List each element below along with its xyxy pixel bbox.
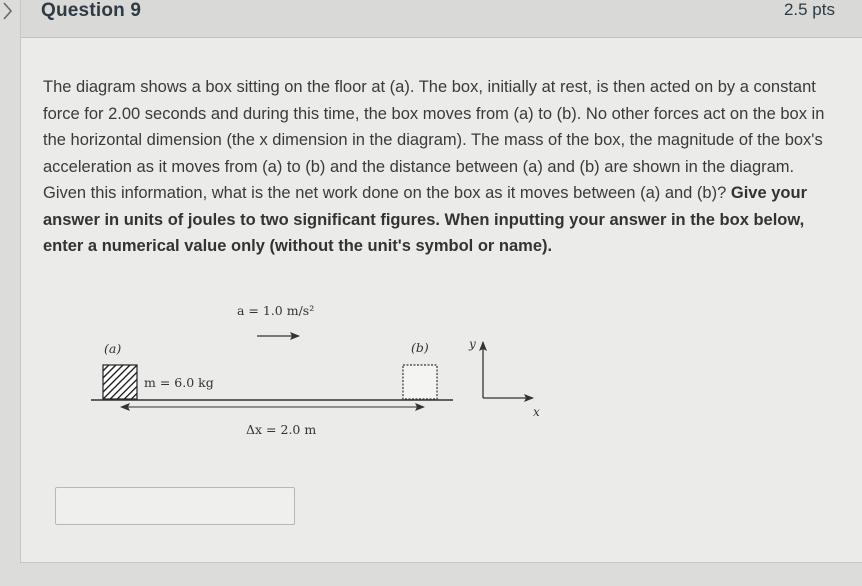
y-axis-label: y (469, 337, 476, 351)
x-axis-label: x (533, 405, 540, 419)
position-a-label: (a) (104, 341, 122, 356)
question-header (21, 0, 862, 38)
box-at-a (103, 365, 137, 399)
question-card (20, 0, 862, 563)
answer-input[interactable] (55, 487, 295, 525)
chevron-right-icon[interactable] (0, 0, 18, 22)
question-title: Question 9 (41, 0, 142, 21)
physics-diagram (81, 300, 561, 450)
prompt-text: The diagram shows a box sitting on the floor at (a). The box, initially at rest, is then acted on by a constant force for 2.00 seconds and during this time, the box moves from (a) to (b). No other forces act on the box in the horizontal dimension (the x dimension in the diagram). The mass of the box, the magnitude of the box's acceleration as it moves from (a) to (b) and the distance between (a) and (b) are shown in the diagram. Given this information, what is the net work done on the box as it moves between (a) and (b)? (43, 78, 825, 202)
mass-label: m = 6.0 kg (144, 375, 214, 390)
question-prompt (43, 74, 833, 260)
prompt-instructions: Give your answer in units of joules to two significant figures. When inputting your answer in the box below, enter a numerical value only (without the unit's symbol or name). (43, 184, 807, 255)
displacement-label: Δx = 2.0 m (246, 422, 317, 437)
acceleration-label: a = 1.0 m/s² (237, 303, 315, 318)
question-points: 2.5 pts (783, 0, 835, 19)
box-at-b (403, 365, 437, 399)
position-b-label: (b) (411, 340, 429, 355)
